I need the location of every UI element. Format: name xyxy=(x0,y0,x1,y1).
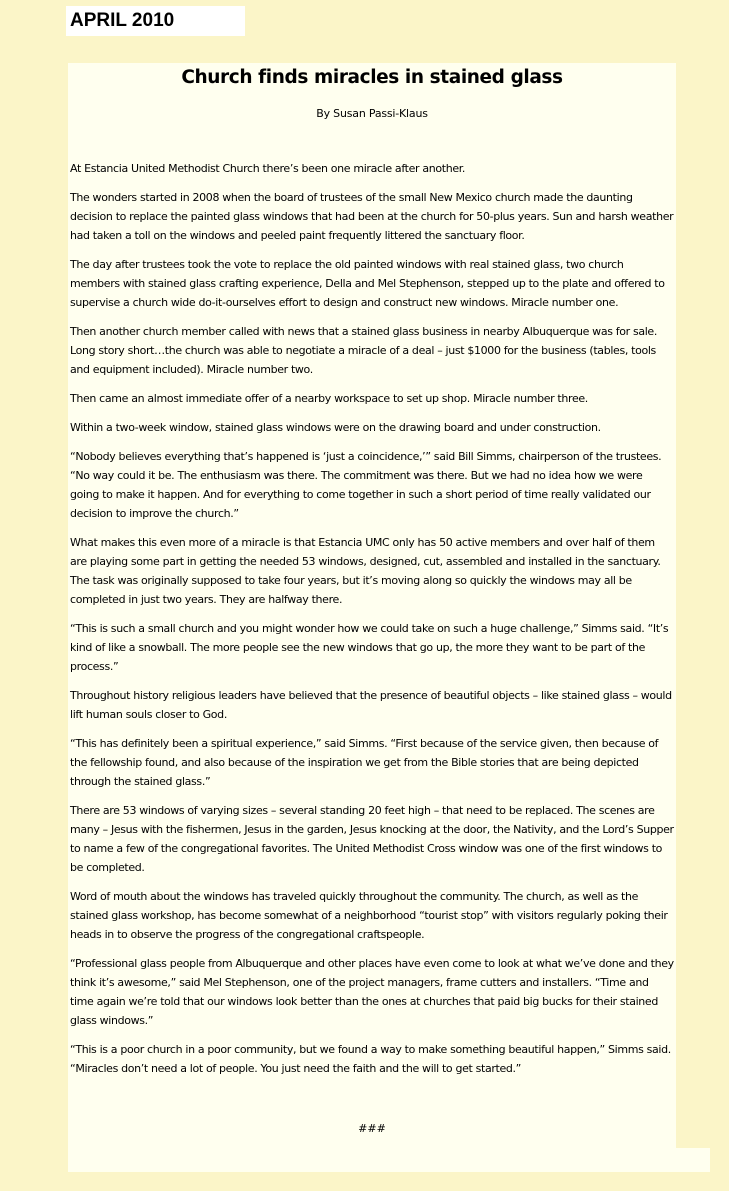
paragraph: Within a two-week window, stained glass windows were on the drawing board and under construction. xyxy=(70,421,601,434)
paragraph: Then came an almost immediate offer of a nearby workspace to set up shop. Miracle number three. xyxy=(70,392,588,405)
paragraph: The wonders started in 2008 when the board of trustees of the small New Mexico church made the daunting decision to replace the painted glass windows that had been at the church for 50-plus years. Sun and harsh weather had taken a toll on the windows and peeled paint frequently littered the sanctuary floor. xyxy=(70,191,674,242)
paragraph: There are 53 windows of varying sizes – several standing 20 feet high – that need to be replaced. The scenes are many – Jesus with the fishermen, Jesus in the garden, Jesus knocking at the door, the Nativity, and the Lord’s Supper to name a few of the congregational favorites. The United Methodist Cross window was one of the first windows to be completed. xyxy=(70,804,674,874)
paragraph: What makes this even more of a miracle is that Estancia UMC only has 50 active members and over half of them are playing some part in getting the needed 53 windows, designed, cut, assembled and installed in the sanctuary. The task was originally supposed to take four years, but it’s moving along so quickly the windows may all be completed in just two years. They are halfway there. xyxy=(70,536,661,606)
paragraph: “Nobody believes everything that’s happened is ‘just a coincidence,’” said Bill Simms, chairperson of the trustees. “No way could it be. The enthusiasm was there. The commitment was there. But we had no idea how we were going to make it happen. And for everything to come together in such a short period of time really validated our decision to improve the church.” xyxy=(70,450,662,520)
paragraph: “Professional glass people from Albuquerque and other places have even come to look at what we’ve done and they think it’s awesome,” said Mel Stephenson, one of the project managers, frame cutters and installers. “Time and time again we’re told that our windows look better than the ones at churches that paid big bucks for their stained glass windows.” xyxy=(70,957,674,1027)
paragraph: Then another church member called with news that a stained glass business in nearby Albuquerque was for sale. Long story short…the church was able to negotiate a miracle of a deal – just $1000 for the business (tables, tools and equipment included). Miracle number two. xyxy=(70,325,657,376)
paragraph: The day after trustees took the vote to replace the old painted windows with real stained glass, two church members with stained glass crafting experience, Della and Mel Stephenson, stepped up to the plate and offered to supervise a church wide do-it-ourselves effort to design and construct new windows. Miracle number one. xyxy=(70,258,665,309)
paragraph: At Estancia United Methodist Church there’s been one miracle after another. xyxy=(70,162,466,175)
paragraph: “This has definitely been a spiritual experience,” said Simms. “First because of the service given, then because of the fellowship found, and also because of the inspiration we get from the Bible stories that are being depicted through the stained glass.” xyxy=(70,737,659,788)
issue-date: APRIL 2010 xyxy=(70,10,175,31)
paragraph: Throughout history religious leaders have believed that the presence of beautiful objects – like stained glass – would lift human souls closer to God. xyxy=(70,689,672,721)
article-end-mark: ### xyxy=(358,1122,386,1135)
paragraph: “This is a poor church in a poor community, but we found a way to make something beautiful happen,” Simms said. “Miracles don’t need a lot of people. You just need the faith and the will to get started.” xyxy=(70,1043,671,1075)
paragraph: Word of mouth about the windows has traveled quickly throughout the community. The church, as well as the stained glass workshop, has become somewhat of a neighborhood “tourist stop” with visitors regularly poking their heads in to observe the progress of the congregational craftspeople. xyxy=(70,890,668,941)
article-byline: By Susan Passi-Klaus xyxy=(316,107,428,120)
article-page xyxy=(68,63,676,1171)
article-title: Church finds miracles in stained glass xyxy=(181,67,563,88)
paragraph: “This is such a small church and you might wonder how we could take on such a huge challenge,” Simms said. “It’s kind of like a snowball. The more people see the new windows that go up, the more they want to be part of the process.” xyxy=(70,622,669,673)
article-body xyxy=(70,159,674,1088)
date-banner xyxy=(66,6,245,36)
